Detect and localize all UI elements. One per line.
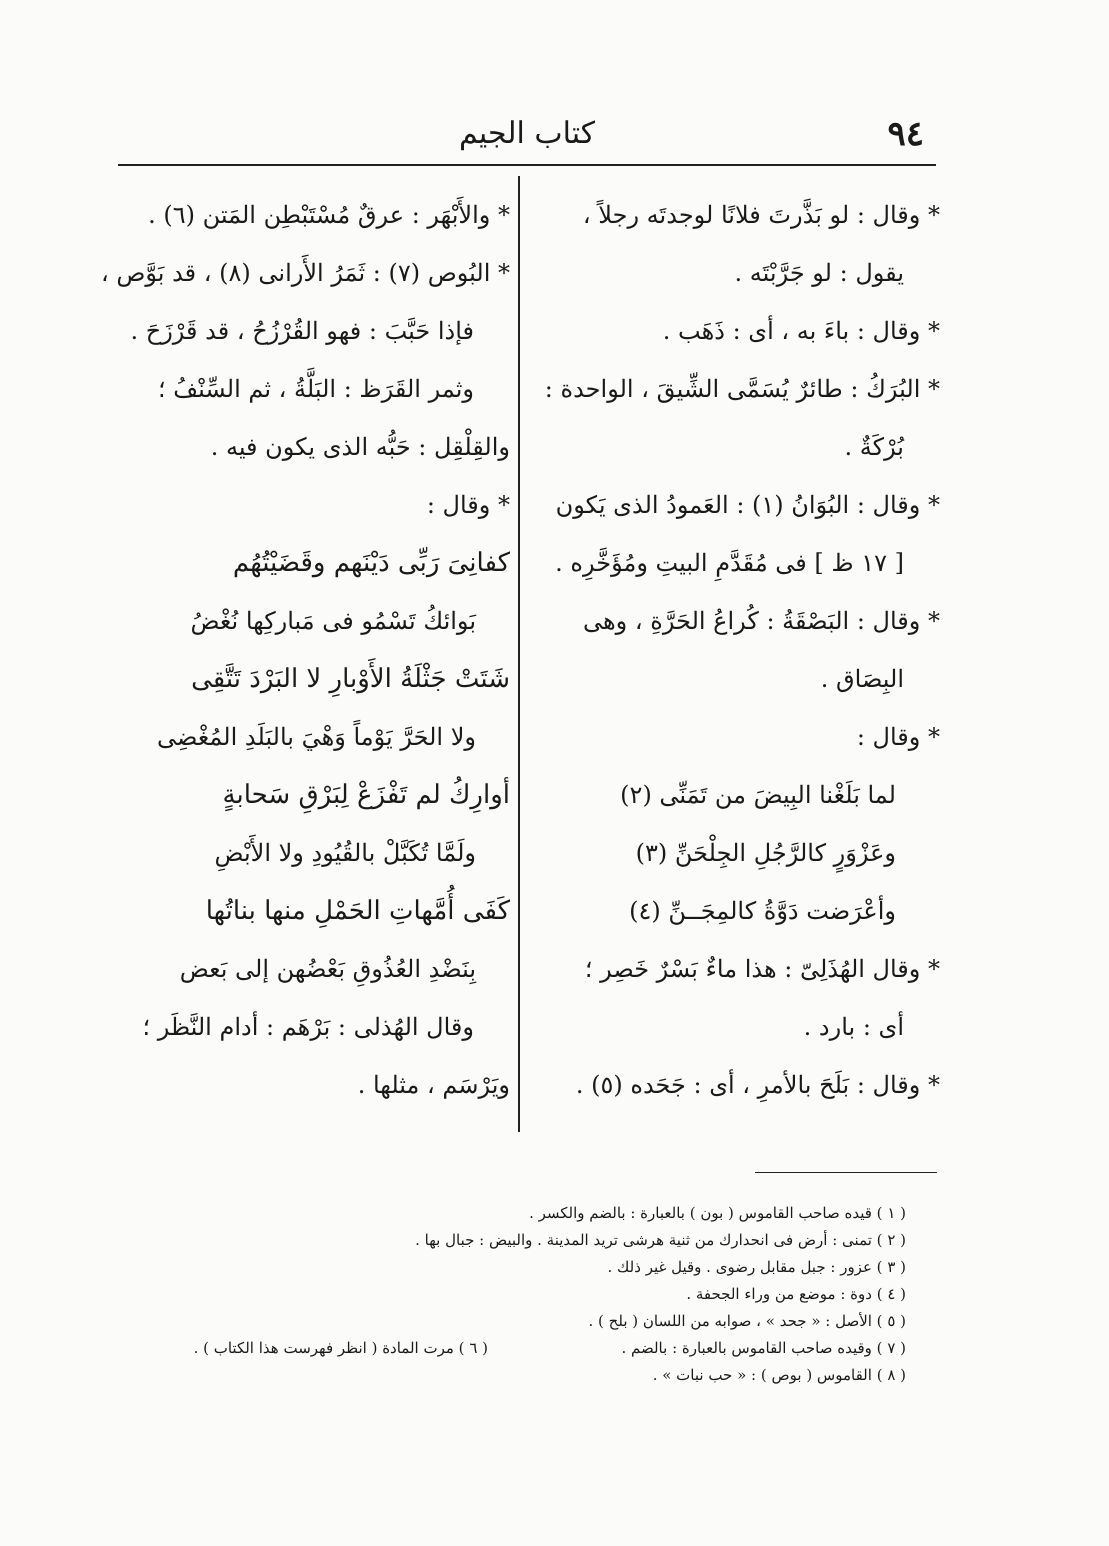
footnote: ( ٢ ) تمنى : أرض فى انحدارك من ثنية هرشى تريد المدينة . والبيض : جبال بها . (415, 1231, 906, 1249)
text-line: فإذا حَبَّبَ : فهو القُرْزُحُ ، قد قَرْزَحَ . (130, 317, 474, 345)
text-line: * البُوص (٧) : ثَمَرُ الأَرانى (٨) ، قد بَوَّص ، (100, 259, 510, 287)
text-line: * وقال : البُوَانُ (١) : العَمودُ الذى يَكون (555, 491, 940, 519)
verse-line: شَتَتْ جَثْلَةُ الأَوْبارِ لا البَرْدَ تَتَّقِى (191, 664, 510, 694)
column-divider (518, 176, 520, 1132)
text-line: * البُرَكُ : طائرٌ يُسَمَّى الشِّيقَ ، الواحدة : (544, 375, 940, 403)
footnote: ( ٧ ) وقيده صاحب القاموس بالعبارة : بالضم . (621, 1339, 906, 1357)
verse-line: بِنَضْدِ العُذُوقِ بَعْضُهن إلى بَعض (179, 955, 476, 983)
verse-line: وأعْرَضت دَوَّةُ كالمِجَــنِّ (٤) (629, 897, 896, 925)
footnote: ( ١ ) قيده صاحب القاموس ( بون ) بالعبارة : بالضم والكسر . (529, 1204, 906, 1222)
text-line: يقول : لو جَرَّبْتَه . (734, 259, 904, 287)
footnote: ( ٨ ) القاموس ( بوص ) : « حب نبات » . (652, 1366, 906, 1384)
footnote: ( ٤ ) دوة : موضع من وراء الجحفة . (686, 1285, 906, 1303)
left-column (100, 186, 510, 1114)
verse-line: أوارِكُ لم تَفْزَعْ لِبَرْقِ سَحابةٍ (222, 780, 510, 810)
text-line: * وقال : بَلَحَ بالأمرِ ، أى : جَحَده (٥) . (575, 1071, 940, 1099)
page-number: ٩٤ (887, 114, 924, 154)
verse-line: ولا الحَرَّ يَوْماً وَهْيَ بالبَلَدِ المُغْضِى (157, 723, 476, 751)
text-line: * وقال : لو بَذَّرتَ فلانًا لوجدتَه رجلاً ، (582, 201, 940, 229)
text-line: * وقال : (856, 723, 940, 751)
text-line: * وقال الهُذَلِىّ : هذا ماءٌ بَسْرٌ خَصِر ؛ (584, 955, 940, 983)
text-line: * وقال : (426, 491, 510, 519)
text-line: ويَرْسَم ، مثلها . (357, 1071, 510, 1099)
text-line: والقِلْقِل : حَبُّه الذى يكون فيه . (210, 433, 510, 461)
header-rule (118, 164, 936, 166)
text-line: * والأَبْهَر : عرقٌ مُسْتَبْطِن المَتن (٦) . (148, 201, 510, 229)
footnote-six: ( ٦ ) مرت المادة ( انظر فهرست هذا الكتاب ) . (193, 1339, 488, 1357)
text-line: بُرْكَةٌ . (844, 433, 904, 461)
verse-line: بَوائكُ تَسْمُو فى مَباركِها نُغْضُ (190, 607, 476, 635)
running-title: كتاب الجيم (458, 116, 596, 151)
text-line: * وقال : البَصْقَةُ : كُراعُ الحَرَّةِ ، وهى (583, 607, 940, 635)
footnote-rule (755, 1172, 937, 1173)
verse-line: كفانِىَ رَبِّى دَيْنَهم وقَضَيْتُهُم (232, 548, 510, 578)
footnote: ( ٥ ) الأصل : « جحد » ، صوابه من اللسان ( بلح ) . (588, 1312, 906, 1330)
verse-line: ولَمَّا تُكَبَّلْ بالقُيُودِ ولا الأَبْضِ (214, 839, 476, 867)
footnote: ( ٣ ) عزور : جبل مقابل رضوى . وقيل غير ذلك . (607, 1258, 906, 1276)
verse-line: كَفَى أُمَّهاتِ الحَمْلِ منها بناتُها (205, 896, 510, 926)
page-header (118, 112, 936, 164)
text-line: [ ١٧ ظ ] فى مُقَدَّمِ البيتِ ومُؤَخَّرِه . (555, 549, 904, 577)
text-line: البِصَاق . (820, 665, 904, 693)
text-line: * وقال : باءَ به ، أى : ذَهَب . (662, 317, 940, 345)
text-line: أى : بارد . (803, 1013, 904, 1041)
text-line: وقال الهُذلى : بَرْهَم : أدام النَّظَر ؛ (142, 1013, 474, 1041)
verse-line: لما بَلَغْنا البِيضَ من تَمَنِّى (٢) (620, 781, 896, 809)
text-line: وثمر القَرَظ : البَلَّةُ ، ثم السِّنْفُ ؛ (158, 375, 474, 403)
verse-line: وعَزْوَرٍ كالرَّجُلِ الجِلْحَنِّ (٣) (635, 839, 896, 867)
right-column (540, 186, 940, 1114)
